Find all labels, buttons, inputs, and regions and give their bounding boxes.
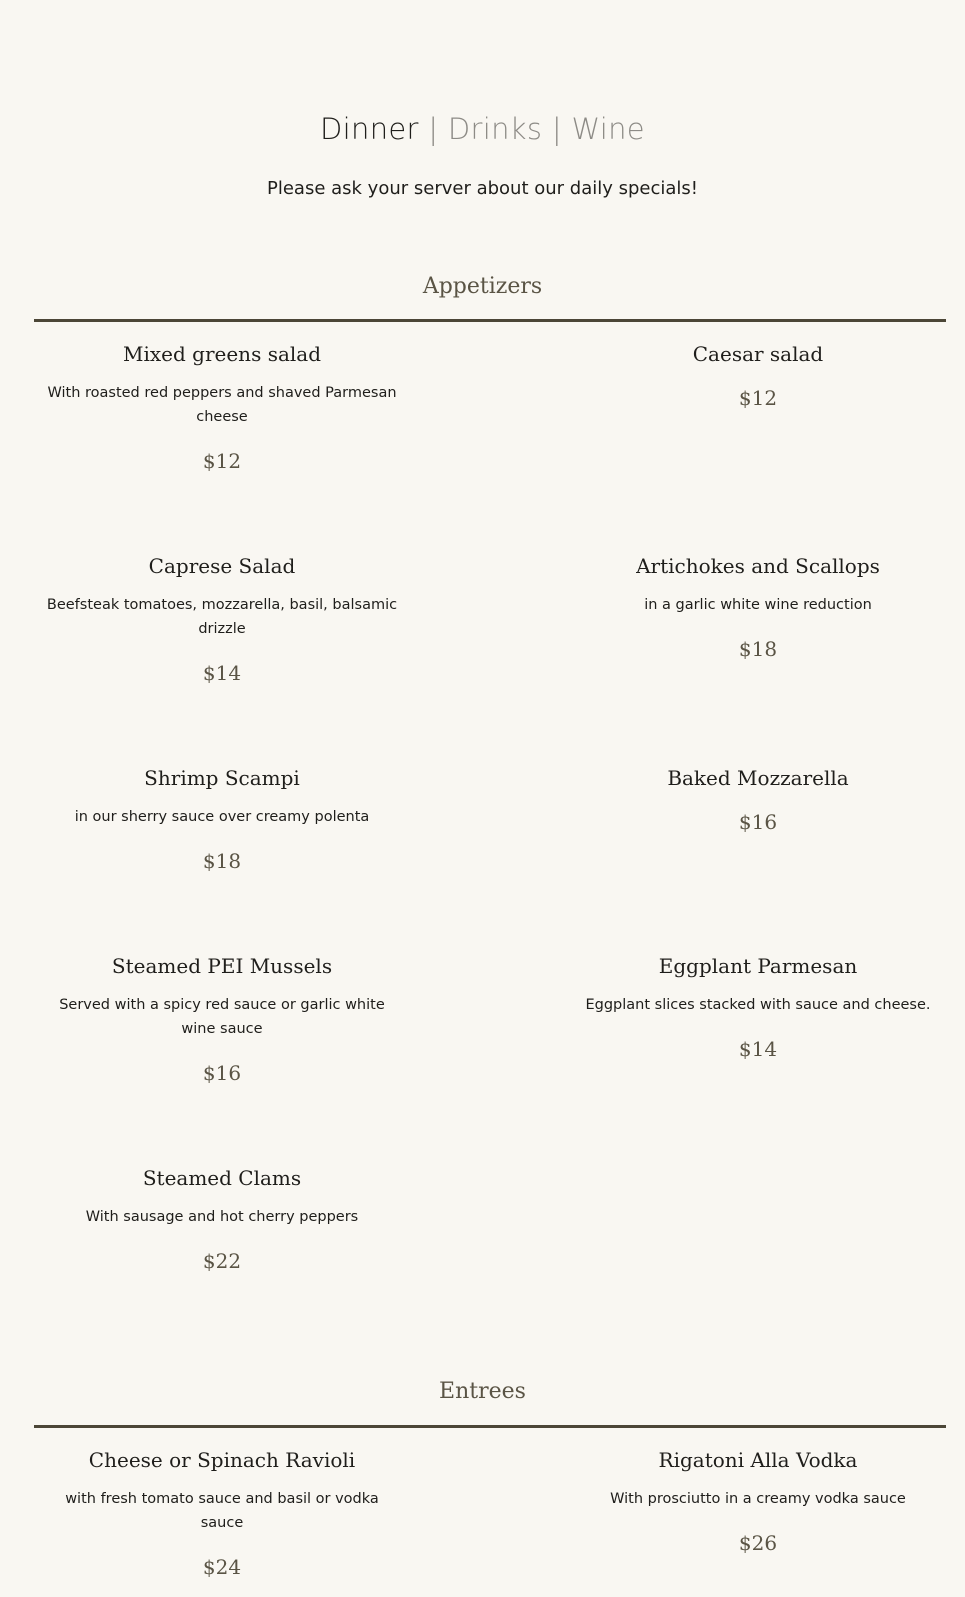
item-description: With sausage and hot cherry peppers (85, 1209, 359, 1225)
nav-wine-link[interactable]: Wine (571, 112, 645, 146)
item-name: Eggplant Parmesan (658, 954, 858, 978)
item-price: $22 (202, 1249, 242, 1273)
item-name: Rigatoni Alla Vodka (658, 1448, 858, 1472)
section-divider (34, 319, 946, 322)
menu-item (32, 340, 412, 475)
item-price: $16 (738, 810, 778, 834)
item-description: Served with a spicy red sauce or garlic white wine sauce (59, 997, 385, 1037)
nav-dinner-link[interactable]: Dinner (320, 112, 419, 146)
item-name: Steamed PEI Mussels (111, 954, 333, 978)
item-name: Baked Mozzarella (667, 766, 849, 790)
nav-drinks-link[interactable]: Drinks (447, 112, 543, 146)
nav-separator: | (551, 112, 562, 146)
item-description: with fresh tomato sauce and basil or vodka sauce (65, 1491, 379, 1531)
item-price: $24 (202, 1555, 242, 1579)
menu-item (32, 1446, 412, 1581)
item-name: Caesar salad (692, 342, 824, 366)
item-price: $12 (202, 449, 242, 473)
item-description: With prosciutto in a creamy vodka sauce (610, 1491, 906, 1507)
item-price: $18 (738, 637, 778, 661)
menu-nav (0, 112, 965, 146)
item-description: in a garlic white wine reduction (644, 597, 872, 613)
item-price: $16 (202, 1061, 242, 1085)
item-name: Caprese Salad (148, 554, 296, 578)
item-price: $26 (738, 1531, 778, 1555)
item-description: With roasted red peppers and shaved Parmesan cheese (47, 385, 397, 425)
item-name: Shrimp Scampi (144, 766, 300, 790)
menu-item (32, 952, 412, 1087)
item-price: $18 (202, 849, 242, 873)
menu-item (568, 952, 948, 1063)
menu-item (568, 340, 948, 412)
section-title-appetizers: Appetizers (422, 274, 543, 299)
item-name: Steamed Clams (142, 1166, 302, 1190)
menu-item (568, 764, 948, 836)
specials-tagline: Please ask your server about our daily specials! (266, 178, 698, 199)
menu-item (32, 552, 412, 687)
item-name: Cheese or Spinach Ravioli (88, 1448, 356, 1472)
item-description: Beefsteak tomatoes, mozzarella, basil, balsamic drizzle (46, 597, 398, 637)
menu-item (568, 1446, 948, 1557)
menu-item (32, 1164, 412, 1275)
item-description: Eggplant slices stacked with sauce and cheese. (585, 997, 931, 1013)
item-name: Mixed greens salad (123, 342, 321, 366)
item-name: Artichokes and Scallops (636, 554, 880, 578)
nav-separator: | (428, 112, 439, 146)
section-divider (34, 1425, 946, 1428)
menu-item (32, 764, 412, 875)
item-price: $12 (738, 386, 778, 410)
section-title-entrees: Entrees (439, 1379, 526, 1404)
item-description: in our sherry sauce over creamy polenta (74, 809, 370, 825)
menu-item (568, 552, 948, 663)
item-price: $14 (738, 1037, 778, 1061)
item-price: $14 (202, 661, 242, 685)
